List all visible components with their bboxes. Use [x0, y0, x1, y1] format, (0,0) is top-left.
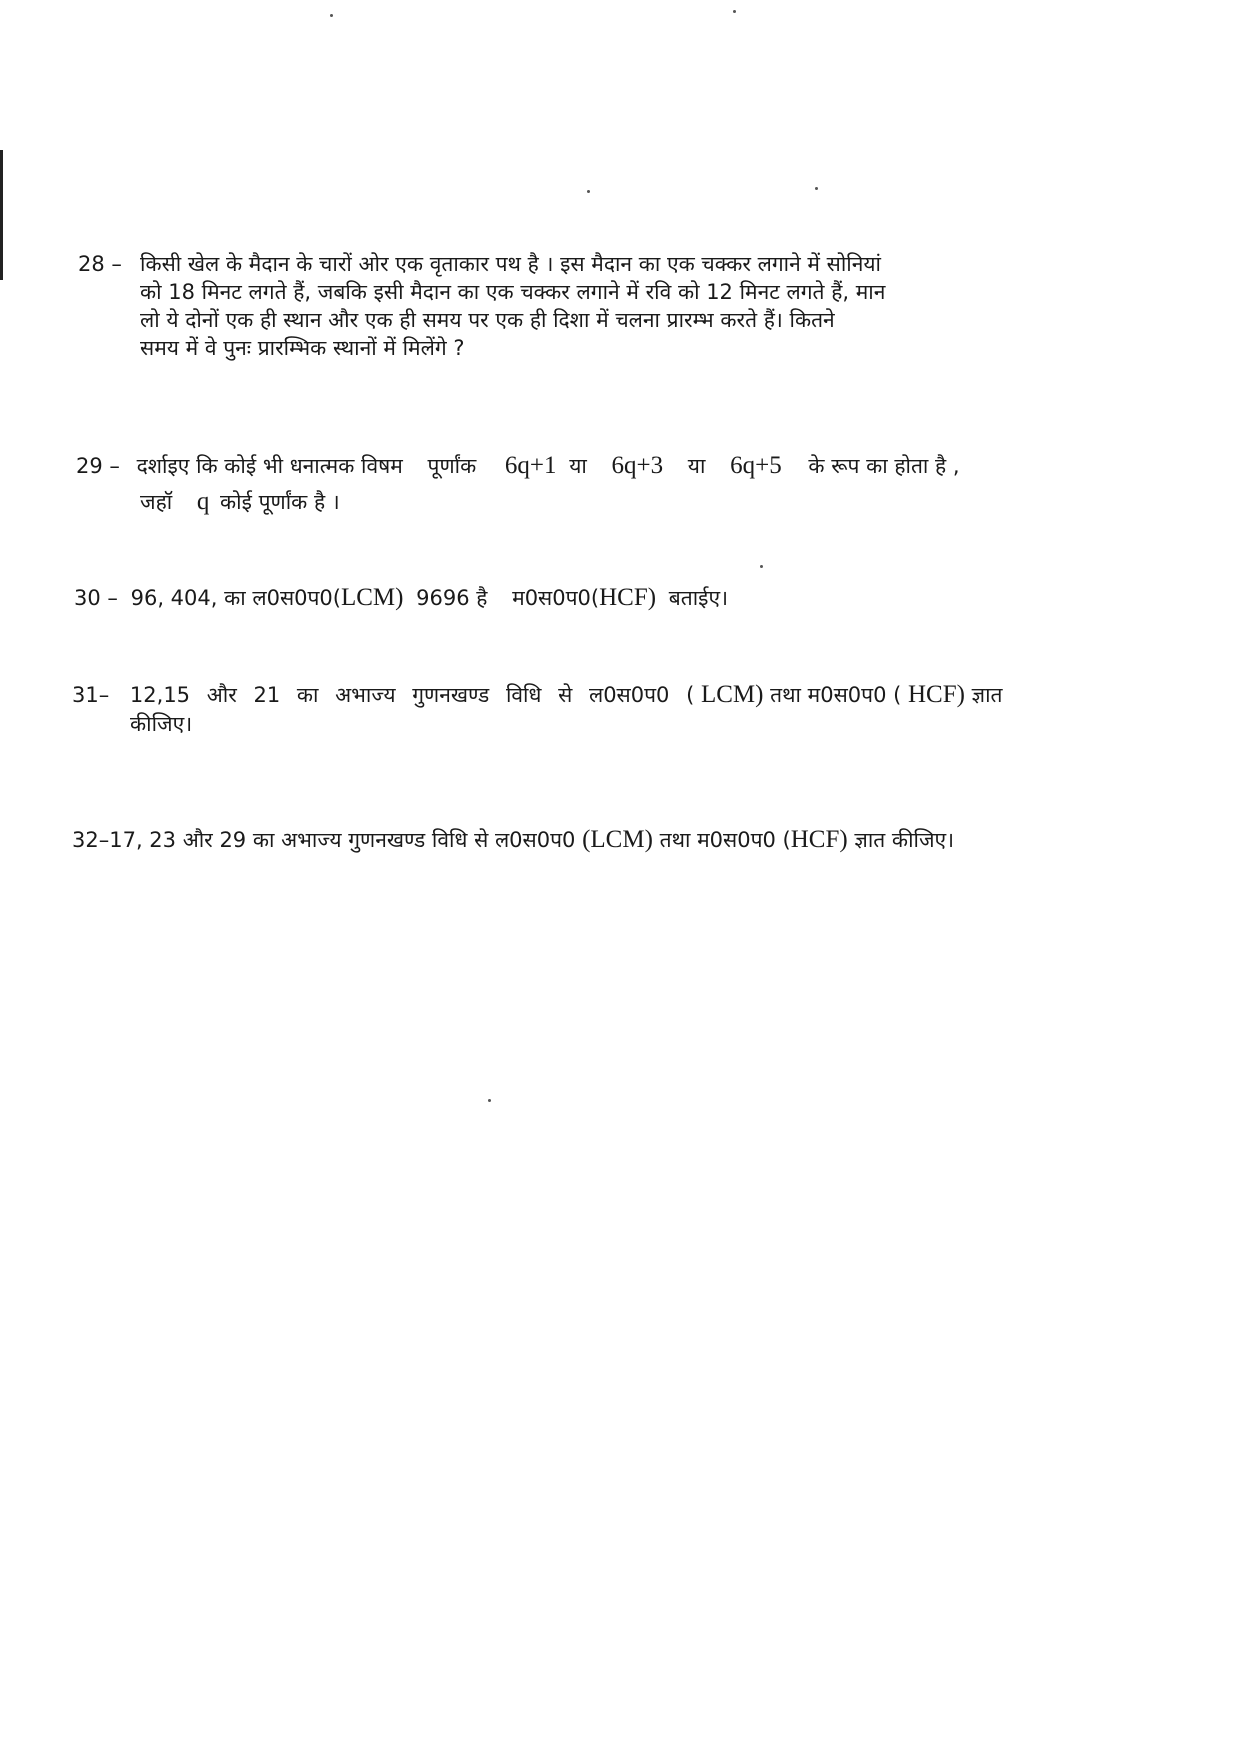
abbreviation-lcm: LCM): [700, 681, 764, 708]
scan-speck: [815, 187, 818, 190]
scan-speck: [587, 190, 590, 193]
math-expression: 6q+3: [611, 452, 664, 479]
question-32: [72, 826, 954, 854]
question-text: जहॉ: [140, 490, 173, 514]
question-31-line-2: [130, 710, 192, 738]
question-text: कीजिए।: [130, 712, 193, 736]
math-variable: q: [196, 488, 210, 515]
abbreviation-hcf: HCF): [907, 681, 965, 708]
question-text: ज्ञात कीजिए।: [854, 828, 955, 852]
question-text: के रूप का होता है ,: [808, 454, 960, 478]
question-text: या: [569, 454, 587, 478]
question-number: 32–: [72, 828, 110, 852]
question-number: 31–: [72, 683, 110, 707]
scan-speck: [733, 10, 736, 13]
question-text: 9696 है: [416, 586, 488, 610]
question-31-line-1: [72, 681, 1003, 709]
question-30: [74, 584, 728, 612]
abbreviation-lcm: (LCM): [582, 826, 653, 853]
question-number: 28 –: [78, 252, 122, 276]
question-text: कोई पूर्णांक है ।: [220, 490, 340, 514]
scan-speck: [488, 1099, 491, 1102]
question-text: 17, 23 और 29 का अभाज्य गुणनखण्ड विधि से ल0स0प0: [109, 828, 576, 852]
question-text-line: को 18 मिनट लगते हैं, जबकि इसी मैदान का एक चक्कर लगाने में रवि को 12 मिनट लगते हैं, मान: [140, 280, 886, 304]
question-28: [78, 250, 1078, 362]
question-number: 29 –: [76, 454, 120, 478]
question-number: 30 –: [74, 586, 118, 610]
question-text: म0स0प0(: [512, 586, 600, 610]
question-text-line: किसी खेल के मैदान के चारों ओर एक वृताकार पथ है । इस मैदान का एक चक्कर लगाने में सोनियां: [140, 252, 881, 276]
question-text: तथा म0स0प0 (: [770, 683, 902, 707]
question-text: तथा म0स0प0 (: [659, 828, 791, 852]
question-text-line: समय में वे पुनः प्रारम्भिक स्थानों में मिलेंगे ?: [140, 336, 465, 360]
question-text-line: लो ये दोनों एक ही स्थान और एक ही समय पर एक ही दिशा में चलना प्रारम्भ करते हैं। कितने: [140, 308, 835, 332]
question-text: 12,15 और 21 का अभाज्य गुणनखण्ड विधि से ल0स0प0 (: [129, 683, 695, 707]
question-29-line-1: [76, 452, 960, 480]
question-text: ज्ञात: [971, 683, 1003, 707]
scan-edge-mark: [0, 150, 3, 280]
math-expression: 6q+5: [730, 452, 782, 479]
question-29-line-2: [140, 488, 340, 516]
question-text: पूर्णांक: [427, 454, 477, 478]
question-text: दर्शाइए कि कोई भी धनात्मक विषम: [136, 454, 403, 478]
question-text: बताईए।: [668, 586, 729, 610]
question-text: 96, 404, का ल0स0प0(: [130, 586, 341, 610]
abbreviation-hcf: HCF): [599, 584, 657, 611]
abbreviation-hcf: HCF): [790, 826, 848, 853]
math-expression: 6q+1: [504, 452, 557, 479]
abbreviation-lcm: LCM): [340, 584, 404, 611]
scan-speck: [330, 14, 333, 17]
scan-speck: [760, 565, 763, 568]
question-text: या: [687, 454, 706, 478]
